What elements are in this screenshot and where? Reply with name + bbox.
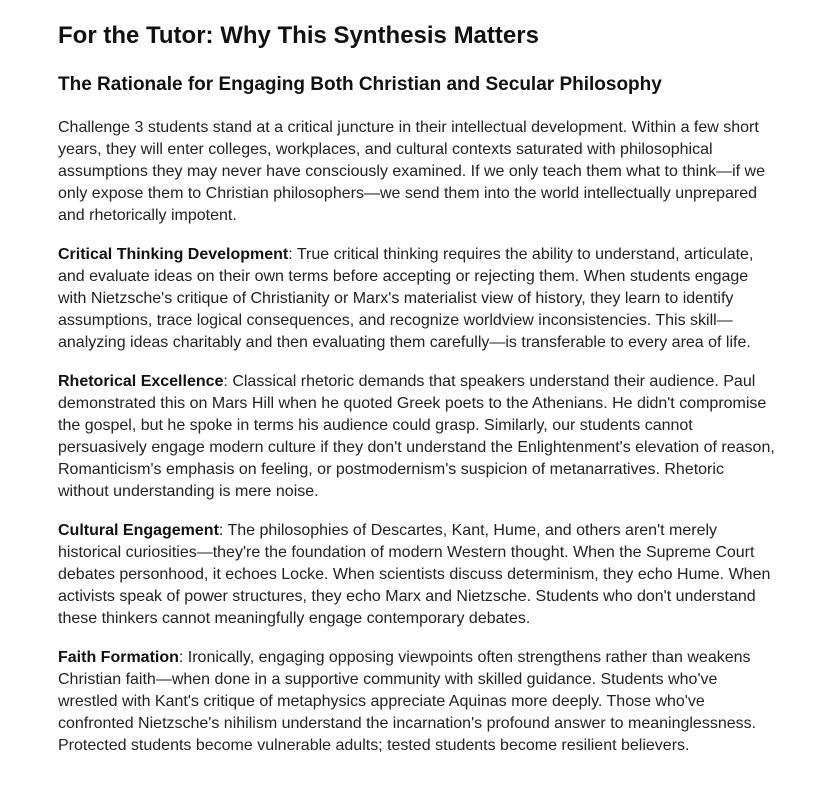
paragraph-text: : Ironically, engaging opposing viewpoints often strengthens rather than weakens Christian faith—when done in a supportive community with skilled guidance. Students who've wrestled with Kant's critique of metaphysics appreciate Aquinas more deeply. Those who've confronted Nietzsche's nihilism understand the incarnation's profound answer to meaninglessness. Protected students become vulnerable adults; tested students become resilient believers. xyxy=(58,649,757,754)
paragraph-heading: Faith Formation xyxy=(58,649,179,666)
section-subtitle: The Rationale for Engaging Both Christian and Secular Philosophy xyxy=(58,74,662,95)
paragraph-critical-thinking xyxy=(58,244,776,354)
paragraph-faith-formation xyxy=(58,647,776,757)
paragraph-cultural-engagement xyxy=(58,520,776,630)
paragraph-text: : Classical rhetoric demands that speakers understand their audience. Paul demonstrated this on Mars Hill when he quoted Greek poets to the Athenians. He didn't compromise the gospel, but he spoke in terms his audience could grasp. Similarly, our students cannot persuasively engage modern culture if they don't understand the Enlightenment's elevation of reason, Romanticism's emphasis on feeling, or postmodernism's suspicion of metanarratives. Rhetoric without understanding is mere noise. xyxy=(58,373,775,500)
paragraph-heading: Critical Thinking Development xyxy=(58,246,289,263)
paragraph-rhetorical-excellence xyxy=(58,371,776,503)
paragraph-text: : True critical thinking requires the ability to understand, articulate, and evaluate ideas on their own terms before accepting or rejecting them. When students engage with Nietzsche's critique of Christianity or Marx's materialist view of history, they learn to identify assumptions, trace logical consequences, and recognize worldview inconsistencies. This skill—analyzing ideas charitably and then evaluating them carefully—is transferable to every area of life. xyxy=(58,246,754,351)
intro-paragraph: Challenge 3 students stand at a critical juncture in their intellectual development. Within a few short years, they will enter colleges, workplaces, and cultural contexts saturated with philosophical assumptions they may never have consciously examined. If we only teach them what to think—if we only expose them to Christian philosophers—we send them into the world intellectually unprepared and rhetorically impotent. xyxy=(58,119,766,224)
paragraph-text: : The philosophies of Descartes, Kant, Hume, and others aren't merely historical curiosities—they're the foundation of modern Western thought. When the Supreme Court debates personhood, it echoes Locke. When scientists discuss determinism, they echo Hume. When activists speak of power structures, they echo Marx and Nietzsche. Students who don't understand these thinkers cannot meaningfully engage contemporary debates. xyxy=(58,522,771,627)
paragraph-heading: Rhetorical Excellence xyxy=(58,373,224,390)
page-title: For the Tutor: Why This Synthesis Matters xyxy=(58,22,539,49)
document-body xyxy=(58,117,776,774)
paragraph-heading: Cultural Engagement xyxy=(58,522,219,539)
